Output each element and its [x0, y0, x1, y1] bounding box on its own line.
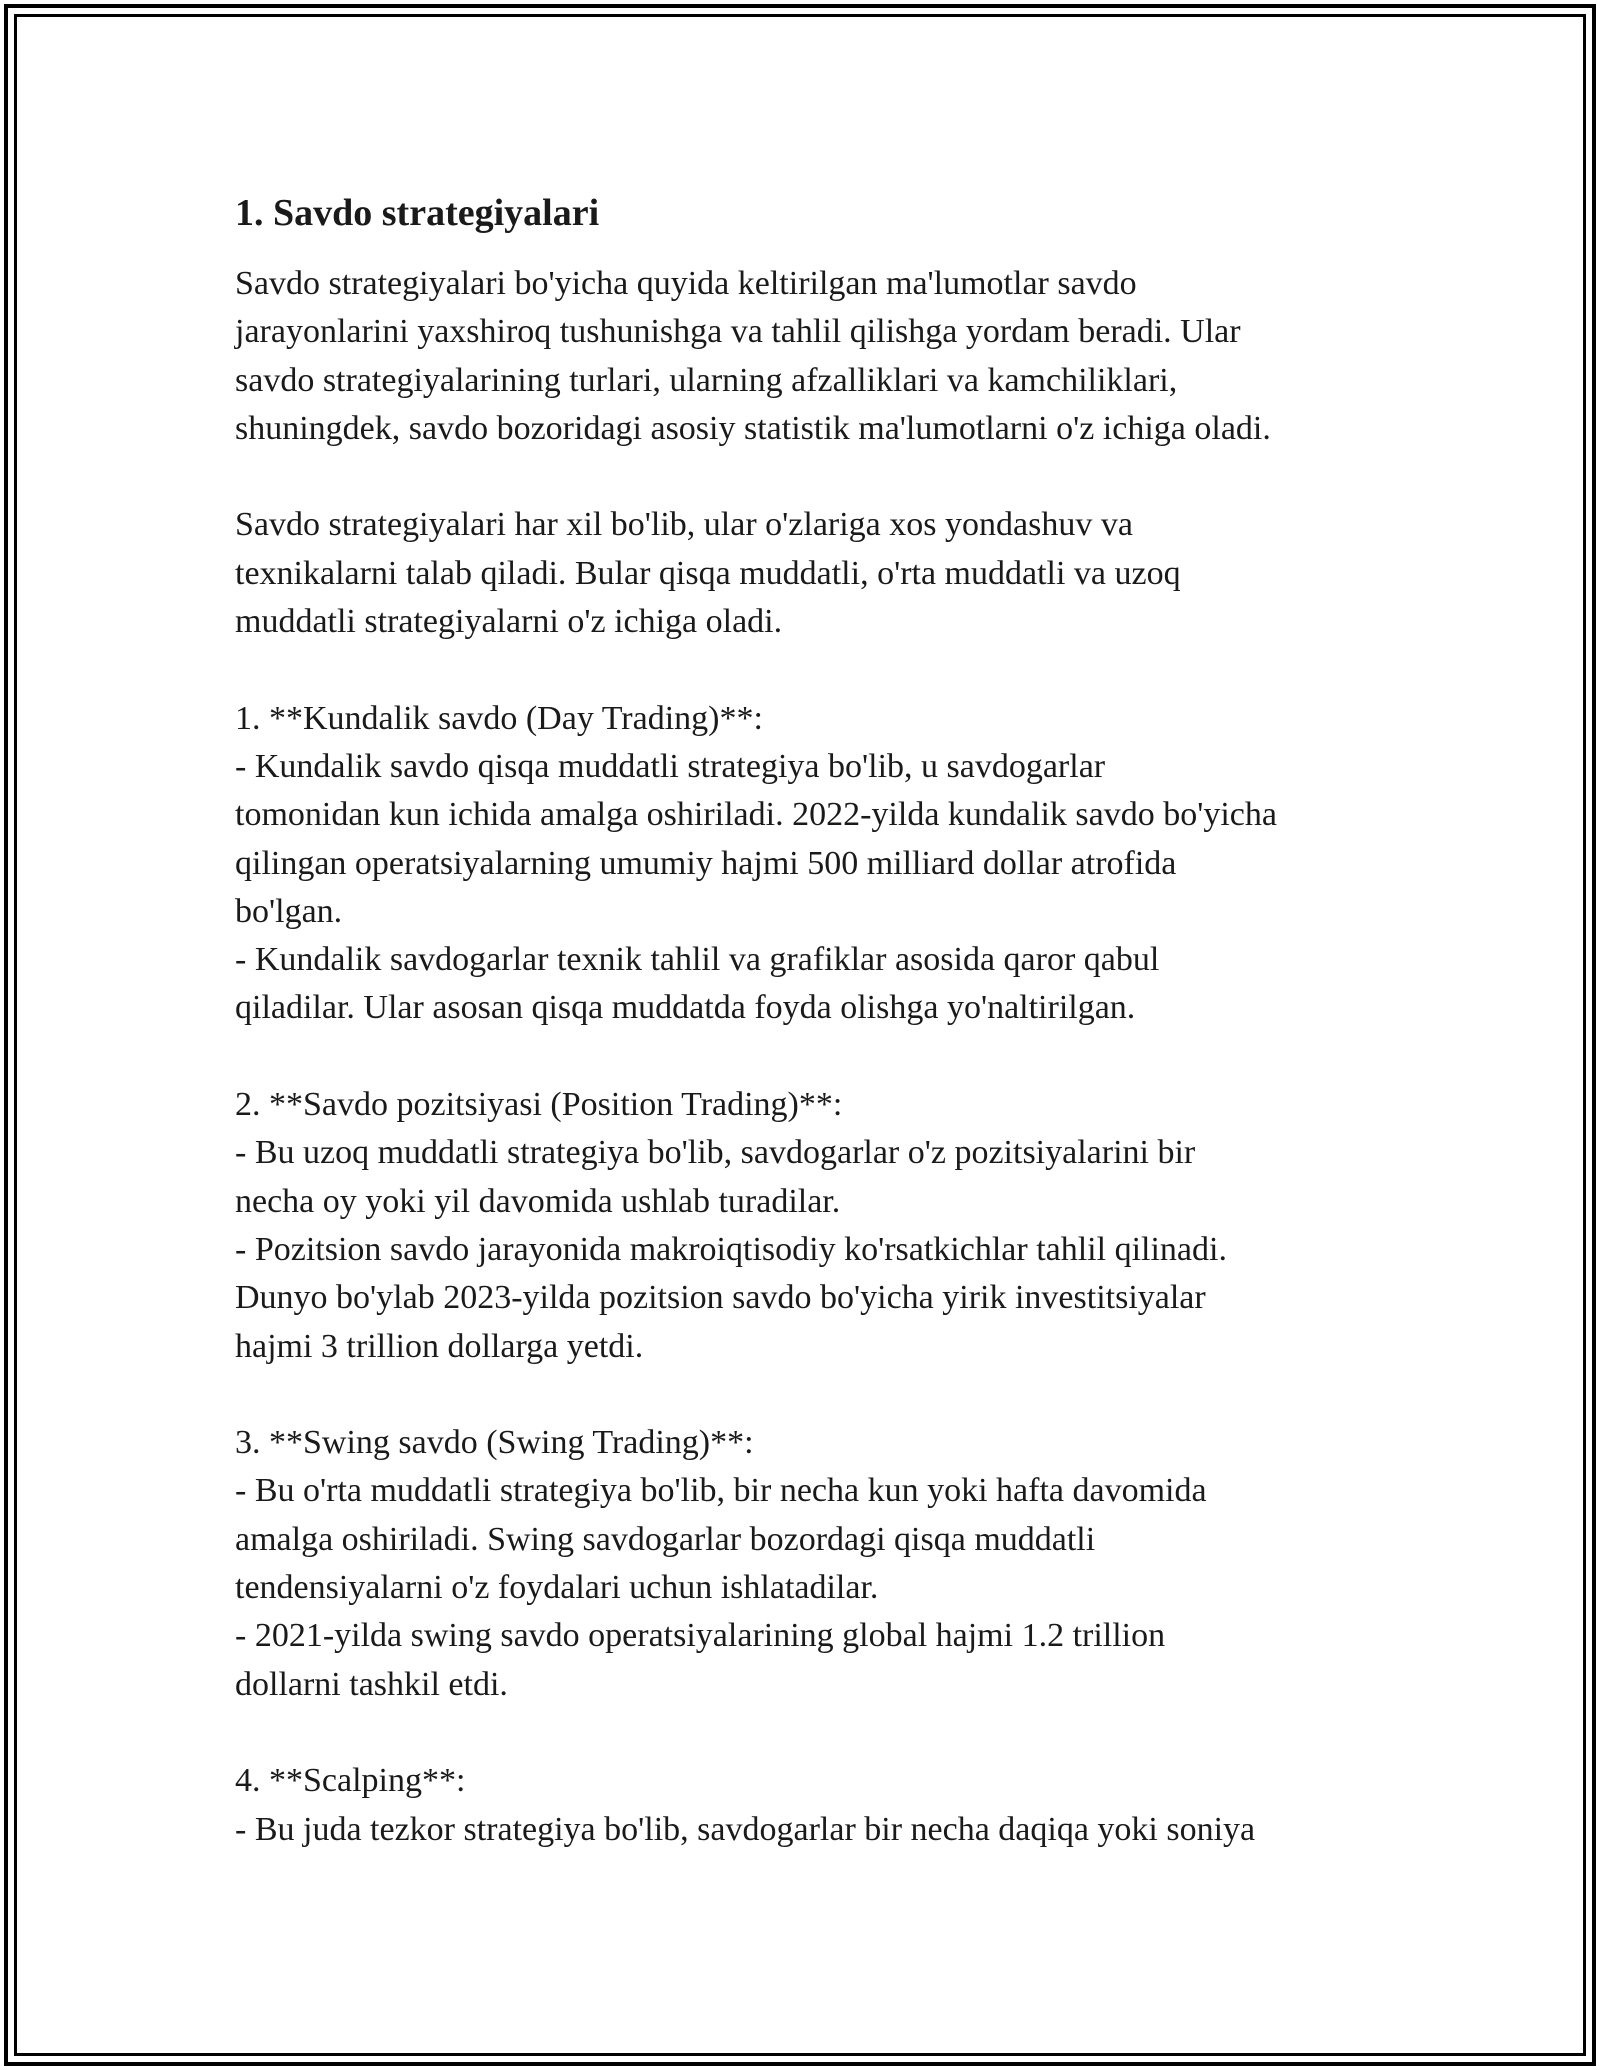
- list-item-position-trading: 2. **Savdo pozitsiyasi (Position Trading)**: - Bu uzoq muddatli strategiya bo'lib, savdogarlar o'z pozitsiyalarini bir necha oy yoki yil davomida ushlab turadilar. - Pozitsion savdo jarayonida makroiqtisodiy ko'rsatkichlar tahlil qilinadi. Dunyo bo'ylab 2023-yilda pozitsion savdo bo'yicha yirik investitsiyalar hajmi 3 trillion dollarga yetdi.: [235, 1086, 1227, 1365]
- list-item-swing-trading: 3. **Swing savdo (Swing Trading)**: - Bu o'rta muddatli strategiya bo'lib, bir necha kun yoki hafta davomida amalga oshiriladi. Swing savdogarlar bozordagi qisqa muddatli tendensiyalarni o'z foydalari uchun ishlatadilar. - 2021-yilda swing savdo operatsiyalarining global hajmi 1.2 trillion dollarni tashkil etdi.: [235, 1424, 1207, 1703]
- list-item-scalping: 4. **Scalping**: - Bu juda tezkor strategiya bo'lib, savdogarlar bir necha daqiqa yoki soniya: [235, 1762, 1256, 1848]
- paragraph-gap: [235, 1371, 1375, 1419]
- list-item-day-trading: 1. **Kundalik savdo (Day Trading)**: - Kundalik savdo qisqa muddatli strategiya bo'lib, u savdogarlar tomonidan kun ichida amalga oshiriladi. 2022-yilda kundalik savdo bo'yicha qilingan operatsiyalarning umumiy hajmi 500 milliard dollar atrofida bo'lgan. - Kundalik savdogarlar texnik tahlil va grafiklar asosida qaror qabul qiladilar. Ular asosan qisqa muddatda foyda olishga yo'naltirilgan.: [235, 699, 1277, 1027]
- paragraph-gap: [235, 646, 1375, 694]
- section-title: 1. Savdo strategiyalari: [235, 192, 600, 234]
- paragraph-gap: [235, 453, 1375, 501]
- overview-paragraph: Savdo strategiyalari har xil bo'lib, ular o'zlariga xos yondashuv va texnikalarni talab qiladi. Bular qisqa muddatli, o'rta muddatli va uzoq muddatli strategiyalarni o'z ichiga oladi.: [235, 506, 1181, 641]
- paragraph-gap: [235, 1033, 1375, 1081]
- paragraph-gap: [235, 1709, 1375, 1757]
- document-body: [235, 186, 1375, 1854]
- intro-paragraph: Savdo strategiyalari bo'yicha quyida keltirilgan ma'lumotlar savdo jarayonlarini yaxshiroq tushunishga va tahlil qilishga yordam beradi. Ular savdo strategiyalarining turlari, ularning afzalliklari va kamchiliklari, shuningdek, savdo bozoridagi asosiy statistik ma'lumotlarni o'z ichiga oladi.: [235, 265, 1271, 447]
